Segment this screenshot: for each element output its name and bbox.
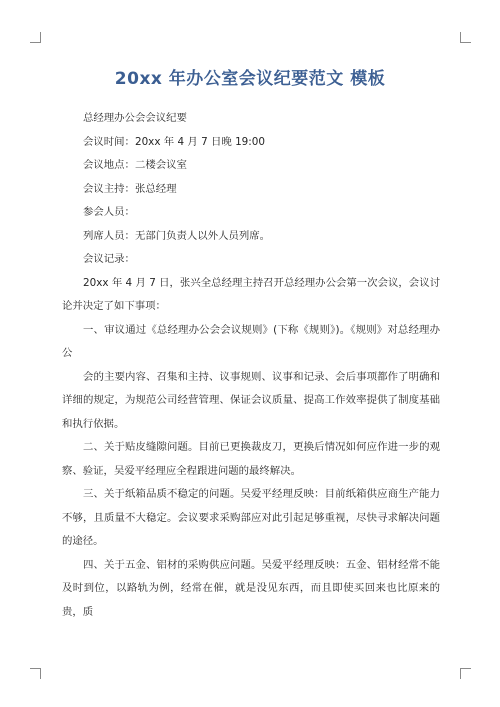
paragraph: 三、关于纸箱品质不稳定的问题。吴爱平经理反映：目前纸箱供应商生产能力不够，且质量不大稳定。会议要求采购部应对此引起足够重视，尽快寻求解决问题的途径。 (62, 488, 440, 547)
paragraph: 会议主持：张总经理 (83, 182, 177, 195)
paragraph: 会的主要内容、召集和主持、议事规则、议事和记录、会后事项都作了明确和详细的规定，为规范公司经营管理、保证会议质量、提高工作效率提供了制度基础和执行依据。 (62, 370, 440, 430)
document-title: 20xx 年办公室会议纪要范文 模板 (114, 69, 386, 89)
page-corner-mark (460, 668, 471, 679)
paragraph: 参会人员： (83, 206, 135, 218)
paragraph: 会议记录： (83, 253, 135, 265)
page-corner-mark (30, 668, 41, 679)
page-corner-mark (460, 32, 471, 43)
paragraph: 会议时间：20xx 年 4 月 7 日晚 19:00 (83, 135, 266, 148)
page-corner-mark (30, 32, 41, 43)
paragraph: 一、审议通过《总经理办公会会议规则》(下称《规则》)。《规则》对总经理办公 (62, 323, 440, 359)
paragraph: 列席人员：无部门负责人以外人员列席。 (83, 229, 271, 242)
paragraph: 20xx 年 4 月 7 日，张兴全总经理主持召开总经理办公会第一次会议，会议讨论并决定了如下事项： (62, 276, 440, 312)
paragraph: 会议地点：二楼会议室 (83, 159, 187, 171)
document-body (62, 107, 440, 624)
paragraph: 四、关于五金、铝材的采购供应问题。吴爱平经理反映：五金、铝材经常不能及时到位，以路轨为例，经常在催，就是没见东西，而且即使买回来也比原来的贵，质 (62, 558, 440, 618)
paragraph: 二、关于贴皮缝隙问题。目前已更换裁皮刀，更换后情况如何应作进一步的观察、验证，吴爱平经理应全程跟进问题的最终解决。 (62, 441, 440, 477)
paragraph: 总经理办公会会议纪要 (83, 112, 187, 124)
